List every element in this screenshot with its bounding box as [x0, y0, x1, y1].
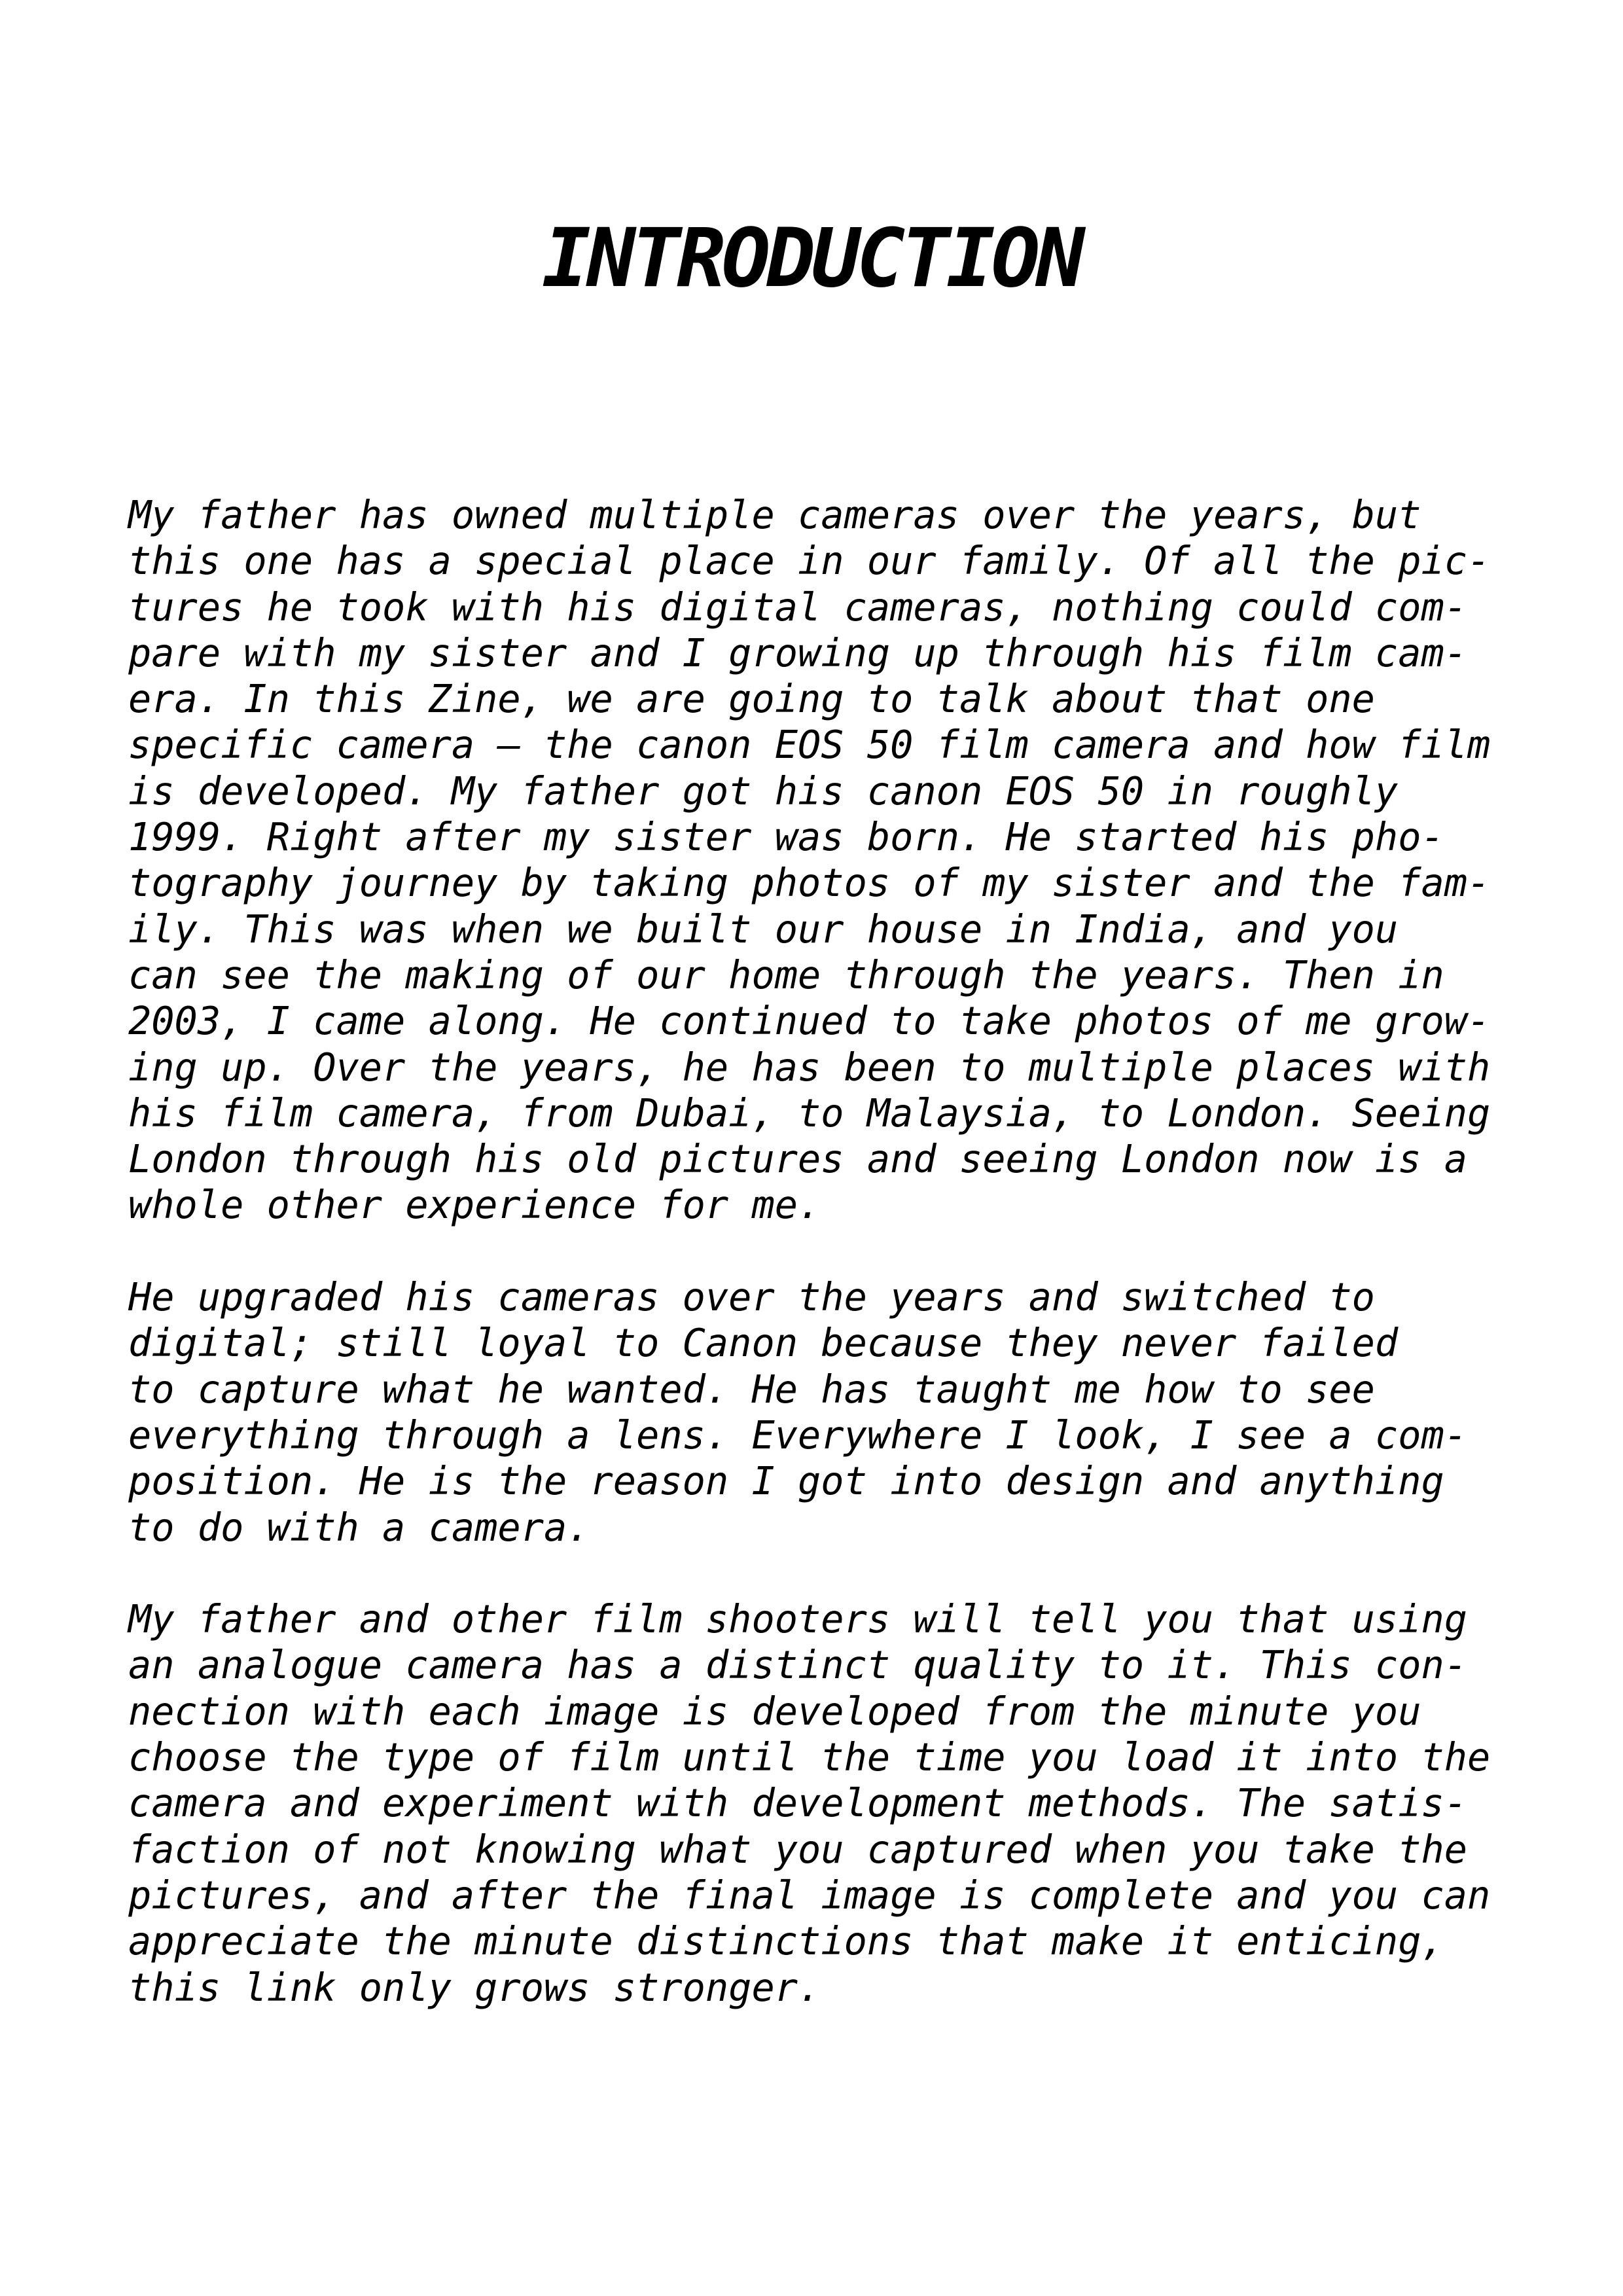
text-line: to do with a camera. [128, 1505, 590, 1550]
text-line: 1999. Right after my sister was born. He started his pho- [128, 815, 1444, 860]
text-line: tures he took with his digital cameras, nothing could com- [128, 584, 1468, 630]
text-line: faction of not knowing what you captured when you take the [128, 1827, 1468, 1872]
text-line: whole other experience for me. [128, 1183, 821, 1228]
paragraph [128, 492, 1535, 1229]
body-text [128, 492, 1535, 2011]
text-line: era. In this Zine, we are going to talk about that one [128, 677, 1375, 722]
text-line: choose the type of film until the time you load it into the [128, 1735, 1491, 1780]
paragraph-gap [128, 1551, 1535, 1596]
text-line: to capture what he wanted. He has taught me how to see [128, 1367, 1375, 1412]
text-line: can see the making of our home through the years. Then in [128, 952, 1444, 997]
text-line: tography journey by taking photos of my sister and the fam- [128, 861, 1491, 906]
text-line: digital; still loyal to Canon because they never failed [128, 1321, 1399, 1366]
text-line: ily. This was when we built our house in India, and you [128, 906, 1399, 952]
text-line: nection with each image is developed from the minute you [128, 1689, 1421, 1734]
text-line: My father and other film shooters will tell you that using [128, 1597, 1468, 1642]
text-line: My father has owned multiple cameras over the years, but [128, 493, 1421, 537]
paragraph [128, 1274, 1535, 1551]
paragraph [128, 1596, 1535, 2011]
paragraph-gap [128, 1229, 1535, 1274]
text-line: pictures, and after the final image is complete and you can [128, 1873, 1491, 1918]
text-line: position. He is the reason I got into design and anything [128, 1459, 1444, 1504]
text-line: He upgraded his cameras over the years and switched to [128, 1275, 1375, 1320]
text-line: London through his old pictures and seeing London now is a [128, 1137, 1468, 1182]
text-line: his film camera, from Dubai, to Malaysia, to London. Seeing [128, 1090, 1491, 1136]
text-line: is developed. My father got his canon EOS 50 in roughly [128, 768, 1399, 814]
text-line: an analogue camera has a distinct quality to it. This con- [128, 1643, 1468, 1688]
text-line: appreciate the minute distinctions that make it enticing, [128, 1919, 1444, 1964]
text-line: this one has a special place in our family. Of all the pic- [128, 539, 1491, 584]
text-line: ing up. Over the years, he has been to multiple places with [128, 1045, 1491, 1090]
text-line: camera and experiment with development methods. The satis- [128, 1781, 1468, 1826]
page-title: INTRODUCTION [542, 211, 1081, 306]
text-line: this link only grows stronger. [128, 1965, 821, 2010]
text-line: everything through a lens. Everywhere I look, I see a com- [128, 1412, 1468, 1458]
text-line: 2003, I came along. He continued to take photos of me grow- [128, 999, 1491, 1044]
text-line: specific camera – the canon EOS 50 film camera and how film [128, 723, 1491, 768]
text-line: pare with my sister and I growing up through his film cam- [128, 630, 1468, 675]
